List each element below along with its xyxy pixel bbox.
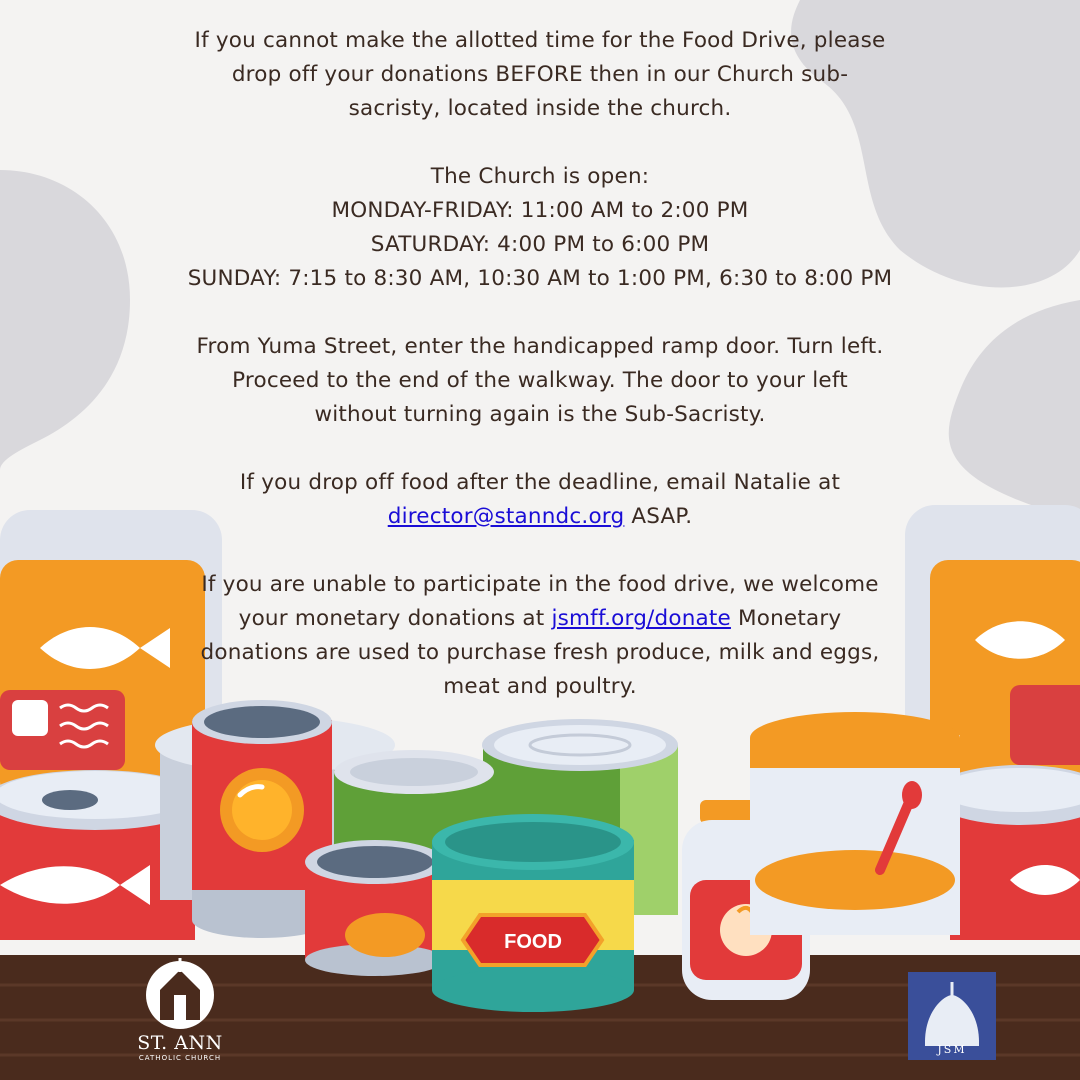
st-ann-logo — [128, 962, 232, 1072]
pudding-tub — [750, 712, 960, 935]
hours-heading: The Church is open: — [430, 164, 650, 189]
hours-saturday: SATURDAY: 4:00 PM to 6:00 PM — [370, 232, 710, 257]
donate-link[interactable]: jsmff.org/donate — [551, 606, 731, 631]
hours-weekday: MONDAY-FRIDAY: 11:00 AM to 2:00 PM — [331, 198, 749, 223]
teal-food-can — [432, 814, 634, 1012]
st-ann-logo-subtitle: CATHOLIC CHURCH — [138, 1054, 222, 1062]
hours-sunday: SUNDAY: 7:15 to 8:30 AM, 10:30 AM to 1:00 PM, 6:30 to 8:00 PM — [187, 266, 893, 291]
jsm-logo-label: JSM — [937, 1043, 967, 1056]
church-hours — [90, 160, 990, 296]
info-text-block — [90, 24, 990, 704]
food-label-text: FOOD — [504, 931, 562, 953]
small-red-tin — [305, 840, 445, 976]
email-link[interactable]: director@stanndc.org — [387, 504, 625, 529]
directions: From Yuma Street, enter the handicapped ramp door. Turn left. Proceed to the end of the walkway. The door to your left without turning again is the Sub-Sacristy. — [196, 334, 884, 427]
st-ann-logo-title: ST. ANN — [137, 1032, 223, 1054]
monetary-donations: If you are unable to participate in the food drive, we welcome your monetary donations at jsmff.org/donate Monetary donations are used to purchase fresh produce, milk and eggs, meat and poultry. — [200, 572, 880, 699]
late-dropoff: If you drop off food after the deadline, email Natalie at director@stanndc.org ASAP. — [239, 470, 841, 529]
paragraph-allotted-time: If you cannot make the allotted time for the Food Drive, please drop off your donations BEFORE then in our Church sub- sacristy, located inside the church. — [194, 28, 886, 121]
jsm-logo — [908, 972, 996, 1060]
